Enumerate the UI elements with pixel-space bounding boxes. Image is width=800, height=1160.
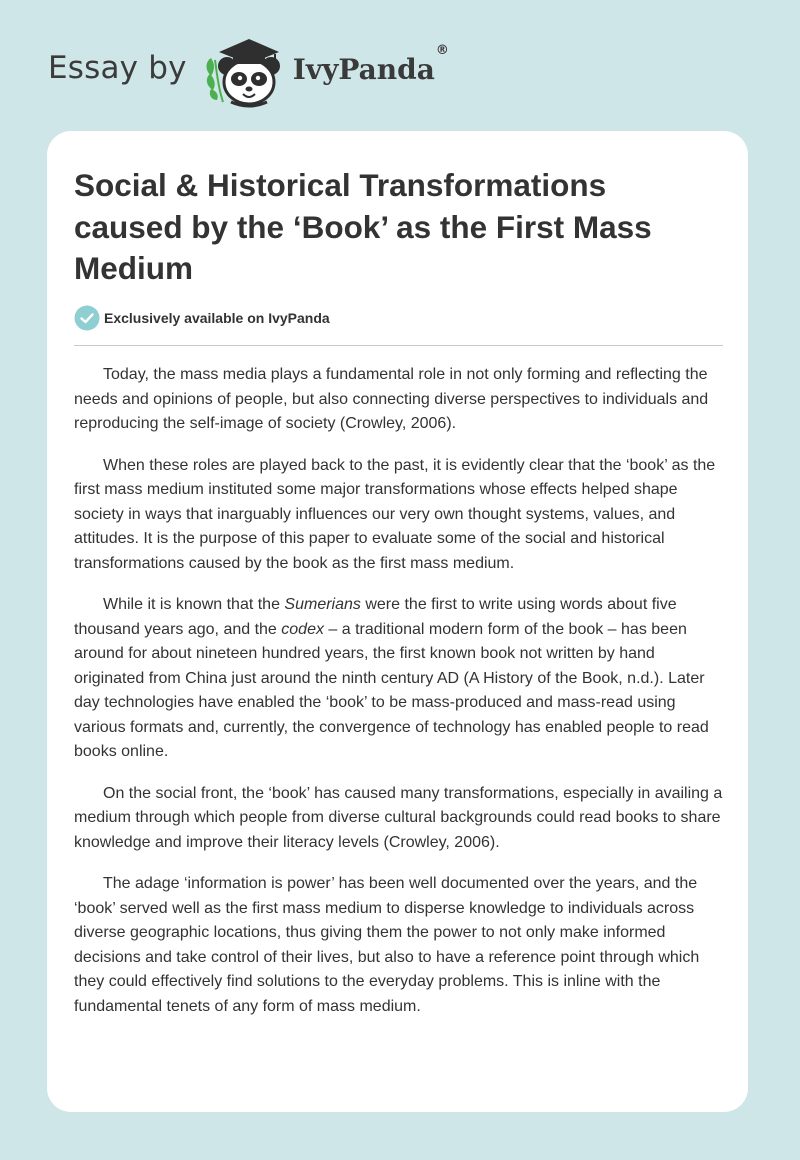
emphasis-codex: codex — [281, 620, 324, 638]
paragraph-4 — [74, 782, 726, 856]
paragraph-2 — [74, 454, 726, 577]
essay-card — [47, 131, 748, 1112]
registered-mark: ® — [435, 42, 449, 58]
brand-prefix: Essay by — [48, 50, 187, 86]
badge-label: Exclusively available on IvyPanda — [104, 310, 330, 326]
essay-body — [74, 363, 726, 1036]
brand-header — [48, 30, 449, 110]
check-circle-icon — [74, 305, 100, 331]
paragraph-text: On the social front, the ‘book’ has caused many transformations, especially in availing a medium through which people from diverse cultural backgrounds could read books to share knowledge and improve their literacy levels (Crowley, 2006). — [74, 784, 723, 851]
panda-logo-icon — [201, 30, 287, 110]
paragraph-text: The adage ‘information is power’ has been well documented over the years, and the ‘book’ served well as the first mass medium to disperse knowledge to individuals across diverse geographic locations, thus giving them the power to not only make informed decisions and take control of their lives, but also to have a reference point through which they could effectively find solutions to the everyday problems. This is inline with the fundamental tenets of any form of mass medium. — [74, 875, 700, 1015]
paragraph-5 — [74, 872, 726, 1019]
paragraph-text: – a traditional modern form of the book – has been around for about nineteen hundred years, the first known book not written by hand originated from China just around the ninth century AD (A History of the Book, n.d.). Later day technologies have enabled the ‘book’ to be mass-produced and mass-read using various formats and, currently, the convergence of technology has enabled people to read books online. — [74, 620, 709, 760]
emphasis-sumerians: Sumerians — [284, 596, 361, 613]
paragraph-text: When these roles are played back to the past, it is evidently clear that the ‘book’ as the first mass medium instituted some major transformations whose effects helped shape society in ways that inarguably influences our very own thought systems, values, and attitudes. It is the purpose of this paper to evaluate some of the social and historical transformations caused by the book as the first mass medium. — [74, 456, 716, 572]
paragraph-text: Today, the mass media plays a fundamental role in not only forming and reflecting the needs and opinions of people, but also connecting diverse perspectives to individuals and reproducing the self-image of society (Crowley, 2006). — [74, 366, 709, 432]
paragraph-1 — [74, 363, 726, 437]
essay-title: Social & Historical Transformations caused by the ‘Book’ as the First Mass Medium — [74, 167, 652, 286]
paragraph-text: While it is known that the — [103, 596, 285, 613]
title-divider — [74, 345, 723, 346]
availability-badge — [74, 305, 330, 331]
paragraph-text: were the first to write using words about five thousand years ago, and the — [74, 596, 677, 638]
brand-name-text: IvyPanda — [292, 52, 435, 86]
paragraph-3 — [74, 593, 726, 765]
brand-name — [292, 42, 449, 86]
